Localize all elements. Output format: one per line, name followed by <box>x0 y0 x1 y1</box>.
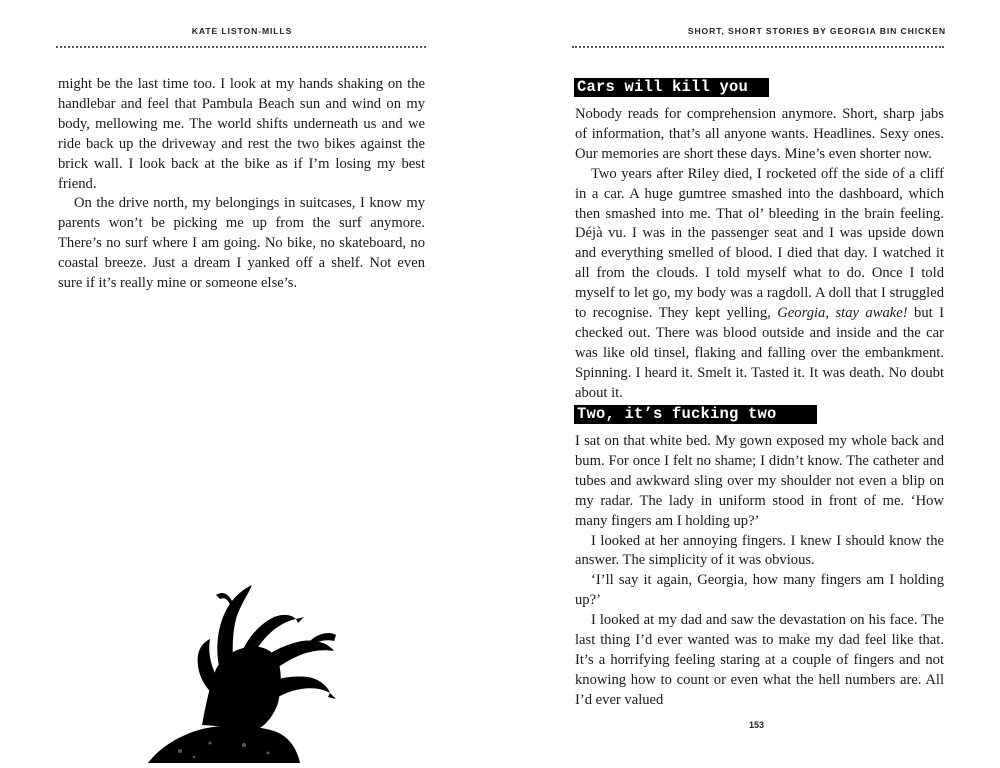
section-2-body <box>575 432 944 711</box>
left-page <box>0 0 500 763</box>
section-heading: Cars will kill you <box>574 78 769 97</box>
paragraph: I sat on that white bed. My gown exposed my whole back and bum. For once I felt no shame; I didn’t know. The catheter and tubes and awkward sling over my shoulder not even a blip on my radar. The lady in uniform stood in front of me. ‘How many fingers am I holding up?’ <box>575 433 944 529</box>
section-1-body <box>575 105 944 404</box>
header-rule <box>572 46 944 48</box>
page-number: 153 <box>749 720 765 730</box>
paragraph: ‘I’ll say it again, Georgia, how many fingers am I holding up?’ <box>575 572 944 609</box>
left-body-text <box>58 75 425 294</box>
text-run: but I checked out. There was blood outside and inside and the car was like old tinsel, flaking and falling over the embankment. Spinning. I heard it. Smelt it. Tasted it. It was death. No doubt about it. <box>575 305 945 401</box>
paragraph: Nobody reads for comprehension anymore. Short, sharp jabs of information, that’s all anyone wants. Headlines. Sexy ones. Our memories are short these days. Mine’s even shorter now. <box>575 106 944 162</box>
italic-text: Georgia, stay awake! <box>777 305 908 322</box>
paragraph: I looked at my dad and saw the devastation on his face. The last thing I’d ever wanted was to make my dad feel like that. It’s a horrifying feeling staring at a couple of fingers and not knowing how to count or even what the hell numbers are. All I’d ever valued <box>575 612 944 708</box>
text-run: Two years after Riley died, I rocketed off the side of a cliff in a car. A huge gumtree smashed into the dashboard, which then smashed into me. That ol’ bleeding in the brain feeling. Déjà vu. I was in the passenger seat and I was upside down and everything smelled of blood. I died that day. I watched it all from the clouds. I told myself what to do. Once I told myself to let go, my body was a ragdoll. A doll that I struggled to recognise. They kept yelling, <box>575 165 944 322</box>
running-head-author: KATE LISTON-MILLS <box>191 26 293 36</box>
running-head-title: SHORT, SHORT STORIES BY GEORGIA BIN CHICKEN <box>687 26 946 36</box>
section-heading: Two, it’s fucking two <box>574 405 817 424</box>
paragraph <box>575 165 944 404</box>
paragraph: I looked at her annoying fingers. I knew I should know the answer. The simplicity of it was obvious. <box>575 532 944 569</box>
paragraph: might be the last time too. I look at my hands shaking on the handlebar and feel that Pambula Beach sun and wind on my body, mellowing me. The world shifts underneath us and we ride back up the driveway and rest the two bikes against the brick wall. I look back at the bike as if I’m losing my best friend. <box>58 76 425 192</box>
header-rule <box>56 46 426 48</box>
right-page <box>500 0 1000 763</box>
paragraph: On the drive north, my belongings in suitcases, I know my parents won’t be picking me up from the surf anymore. There’s no surf where I am going. No bike, no skateboard, no coastal breeze. Just a dream I yanked off a shelf. Not even sure if it’s really mine or someone else’s. <box>58 195 425 292</box>
hand-silhouette-illustration <box>140 575 340 763</box>
